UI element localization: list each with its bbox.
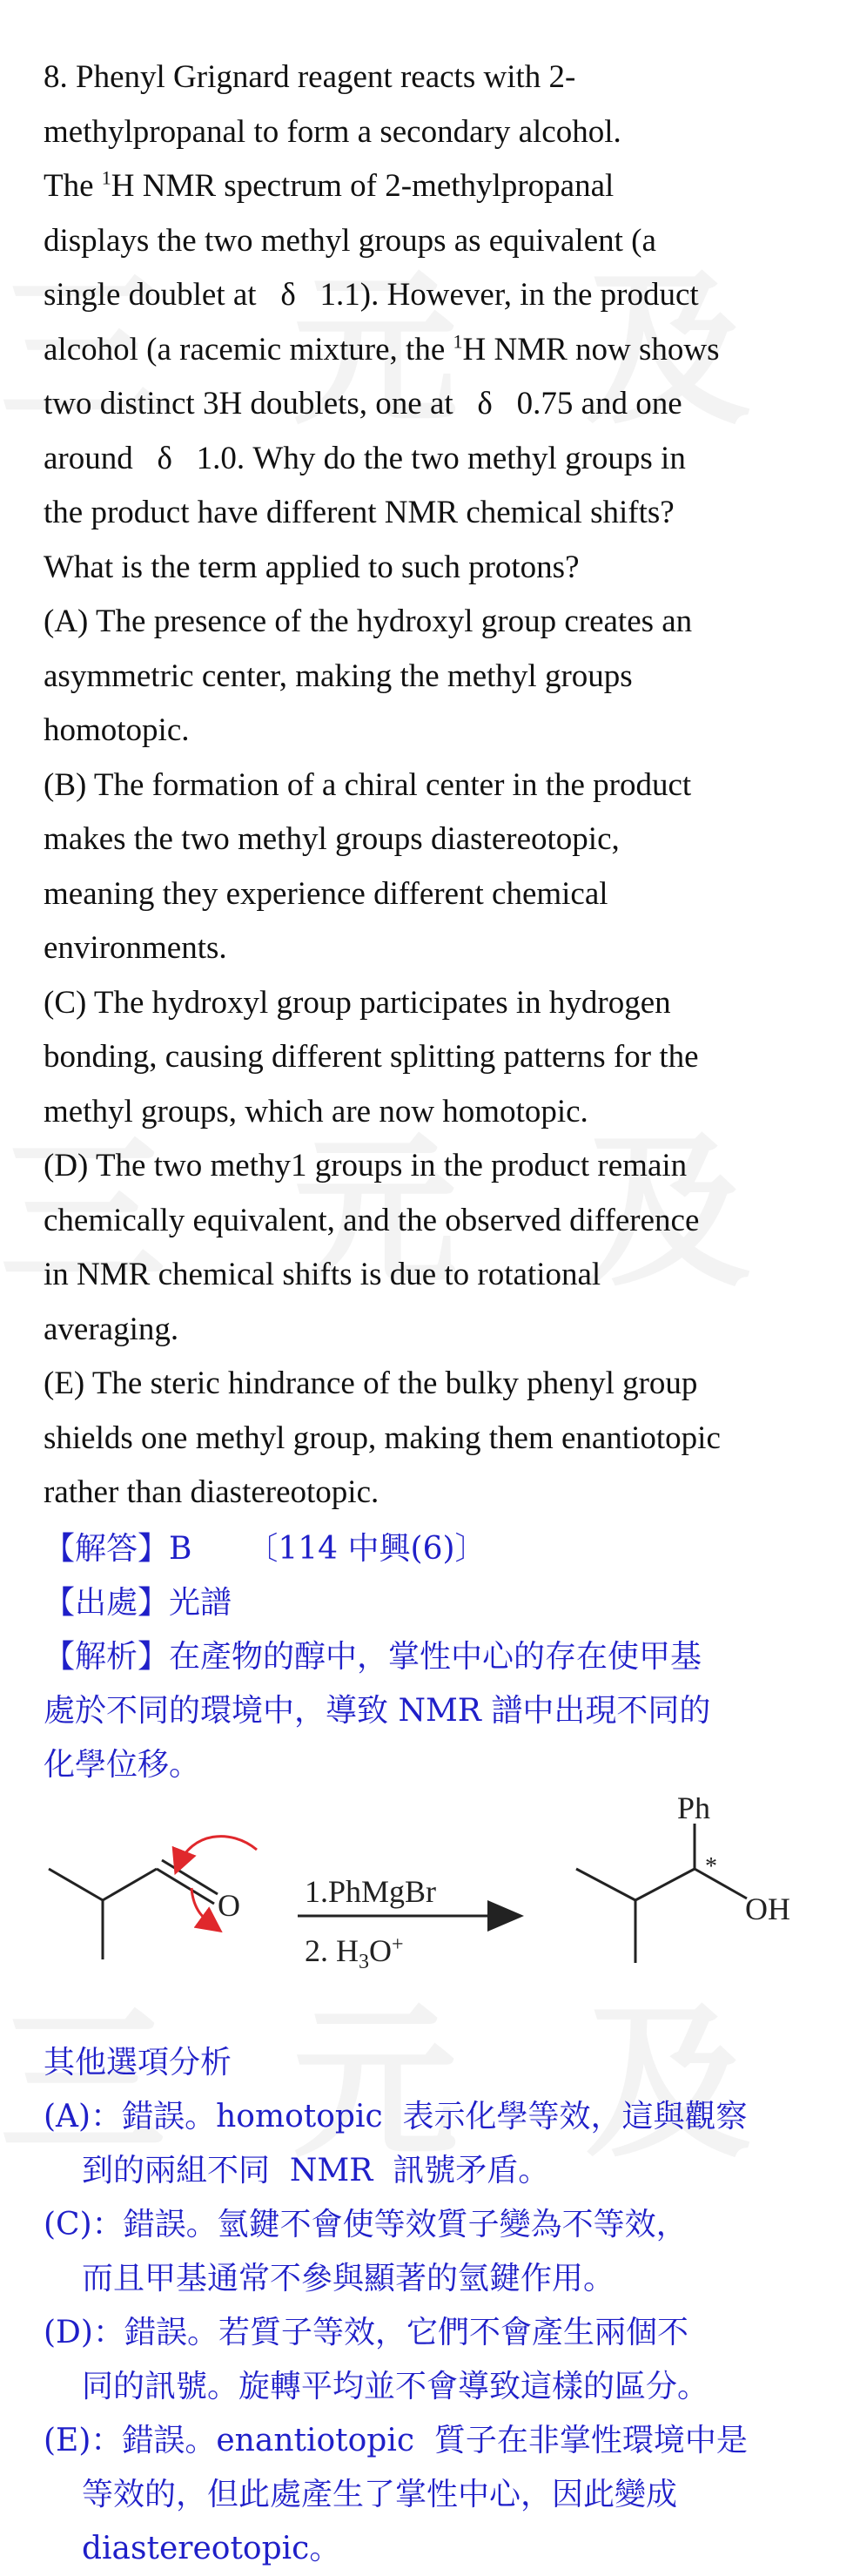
question-line: What is the term applied to such protons? xyxy=(44,549,580,585)
option-d: (D) The two methy1 groups in the product remain chemically equivalent, and the observed difference in NMR chemical shifts is due to rotational averaging. xyxy=(44,1148,700,1347)
option-a: (A) The presence of the hydroxyl group creates an asymmetric center, making the methyl groups homotopic. xyxy=(44,604,693,748)
question-line: around δ 1.0. Why do the two methyl groups in xyxy=(44,440,686,476)
hydroxyl-label: OH xyxy=(745,1891,790,1926)
other-options-analysis xyxy=(44,2036,827,2576)
option-b: (B) The formation of a chiral center in the product makes the two methyl groups diastereotopic, meaning they experience different chemical environments. xyxy=(44,766,692,966)
analysis-line: 化學位移。 xyxy=(44,1746,201,1783)
question-line: single doublet at δ 1.1). However, in the product xyxy=(44,277,699,313)
other-item-c: (C)：錯誤。氫鍵不會使等效質子變為不等效， 而且甲基通常不參與顯著的氫鍵作用。 xyxy=(44,2206,688,2296)
other-item-d: (D)：錯誤。若質子等效，它們不會產生兩個不 同的訊號。旋轉平均並不會導致這樣的區分。 xyxy=(44,2314,709,2404)
option-e: (E) The steric hindrance of the bulky phenyl group shields one methyl group, making them enantiotopic rather than diastereotopic. xyxy=(44,1366,721,1510)
chiral-star: * xyxy=(705,1852,717,1880)
answer-label: 【解答】B xyxy=(44,1530,192,1567)
question-line: methylpropanal to form a secondary alcohol. xyxy=(44,113,621,150)
question-text xyxy=(44,51,827,1521)
question-line: 8. Phenyl Grignard reagent reacts with 2- xyxy=(44,59,576,95)
reaction-scheme xyxy=(44,1797,827,2024)
other-heading: 其他選項分析 xyxy=(44,2044,232,2080)
answer-section xyxy=(44,1522,827,1792)
aldehyde-structure xyxy=(49,1860,218,1959)
red-curved-arrow xyxy=(178,1836,257,1865)
phenyl-label: Ph xyxy=(677,1797,711,1825)
analysis-line: 【解析】在產物的醇中，掌性中心的存在使甲基 xyxy=(44,1638,702,1675)
option-c: (C) The hydroxyl group participates in hydrogen bonding, causing different splitting patterns for the methyl groups, which are now homotopic. xyxy=(44,984,699,1130)
reaction-scheme-svg xyxy=(44,1797,827,2024)
question-line: The $^1$H NMR spectrum of 2-methylpropanal xyxy=(44,166,615,204)
question-line: two distinct 3H doublets, one at δ 0.75 and one xyxy=(44,386,682,421)
product-structure xyxy=(576,1824,747,1963)
other-item-e: (E)：錯誤。enantiotopic 質子在非掌性環境中是 等效的，但此處產生了掌性中心，因此變成 diastereotopic。 xyxy=(44,2422,748,2566)
question-line: alcohol (a racemic mixture, the $^1$H NMR now shows xyxy=(44,330,720,368)
question-line: displays the two methyl groups as equivalent (a xyxy=(44,222,656,259)
document-body xyxy=(44,51,827,2576)
oxygen-label: O xyxy=(218,1887,240,1923)
reagent-1: 1.PhMgBr xyxy=(305,1873,437,1909)
other-item-a: (A)：錯誤。homotopic 表示化學等效，這與觀察 到的兩組不同 NMR 訊號矛盾。 xyxy=(44,2098,748,2188)
answer-line xyxy=(44,1522,827,1576)
question-line: the product have different NMR chemical shifts? xyxy=(44,495,675,530)
reagent-2: 2. $H_3O^+$ xyxy=(305,1932,404,1973)
analysis-line: 處於不同的環境中，導致 NMR 譜中出現不同的 xyxy=(44,1692,711,1729)
answer-source-ref: 〔114 中興(6)〕 xyxy=(246,1530,487,1567)
answer-origin: 【出處】光譜 xyxy=(44,1584,232,1621)
red-small-arrow xyxy=(191,1888,214,1926)
